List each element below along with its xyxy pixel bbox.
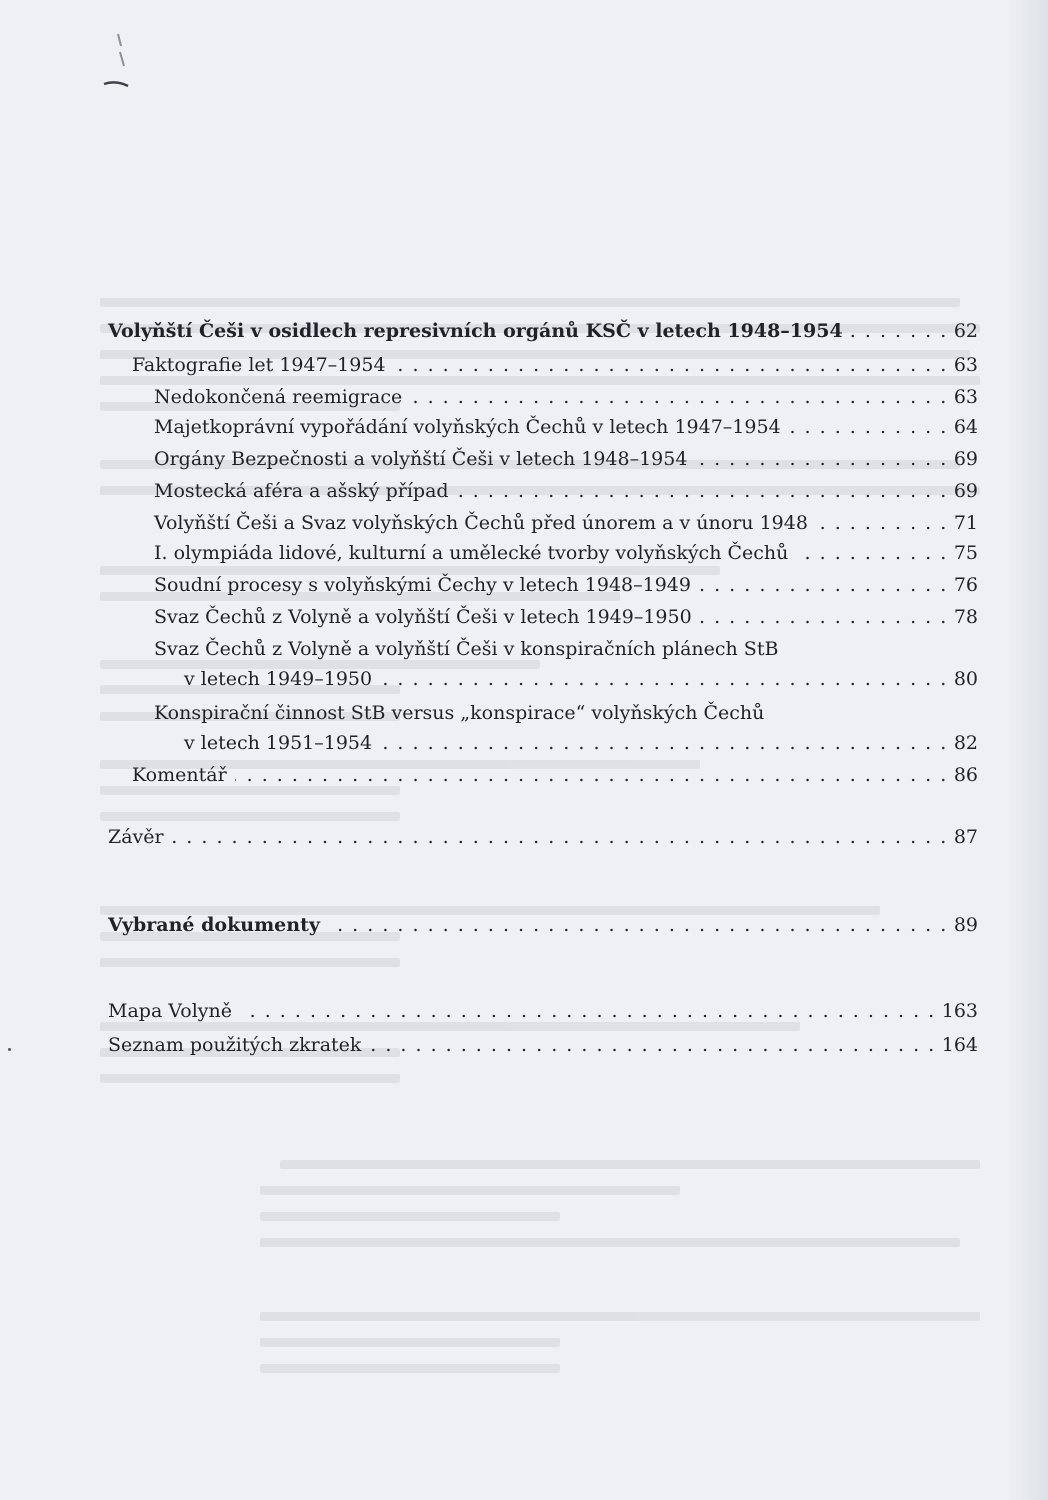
toc-entry-title: Seznam použitých zkratek [108, 1034, 362, 1056]
toc-entry-title: Nedokončená reemigrace [154, 386, 403, 408]
toc-entry[interactable] [132, 764, 978, 786]
dot-leader [695, 448, 947, 470]
toc-entry-title-continued: v letech 1949–1950 [184, 668, 373, 690]
toc-page-number: 63 [953, 386, 978, 408]
dot-leader [699, 574, 948, 596]
speck [8, 1048, 11, 1051]
dot-leader [851, 320, 948, 342]
toc-entry-first-line[interactable] [154, 638, 978, 660]
toc-page-number: 164 [941, 1034, 978, 1056]
toc-page-number: 69 [953, 480, 978, 502]
toc-page-number: 63 [953, 354, 978, 376]
dot-leader [380, 732, 948, 754]
toc-entry[interactable] [154, 512, 978, 534]
toc-entry-title: Volyňští Češi a Svaz volyňských Čechů před únorem a v únoru 1948 [154, 512, 808, 534]
dot-leader [240, 1000, 936, 1022]
toc-entry[interactable] [154, 416, 978, 438]
toc-page-number: 78 [953, 606, 978, 628]
page-edge-shadow [1008, 0, 1048, 1500]
dot-leader [369, 1034, 935, 1056]
toc-page-number: 163 [941, 1000, 978, 1022]
toc-entry-title: Faktografie let 1947–1954 [132, 354, 386, 376]
toc-page-number: 75 [953, 542, 978, 564]
dot-leader [172, 826, 948, 848]
dot-leader [796, 542, 947, 564]
toc-entry[interactable] [154, 480, 978, 502]
toc-entry[interactable] [108, 914, 978, 936]
toc-entry-title: Vybrané dokumenty [108, 914, 320, 936]
dot-leader [789, 416, 948, 438]
dot-leader [328, 914, 948, 936]
toc-entry[interactable] [108, 1034, 978, 1056]
toc-entry-title: Konspirační činnost StB versus „konspirace“ volyňských Čechů [154, 702, 765, 724]
toc-entry[interactable] [154, 574, 978, 596]
toc-page-number: 71 [953, 512, 978, 534]
toc-page-number: 86 [953, 764, 978, 786]
dot-leader [700, 606, 948, 628]
toc-entry[interactable] [132, 354, 978, 376]
dot-leader [394, 354, 948, 376]
toc-entry-title: Majetkoprávní vypořádání volyňských Čechů v letech 1947–1954 [154, 416, 781, 438]
dot-leader [410, 386, 948, 408]
toc-entry[interactable] [108, 320, 978, 342]
toc-entry-title: Soudní procesy s volyňskými Čechy v letech 1948–1949 [154, 574, 691, 596]
toc-page-number: 64 [953, 416, 978, 438]
toc-page-number: 89 [953, 914, 978, 936]
toc-entry-title: Závěr [108, 826, 164, 848]
toc-entry[interactable] [184, 668, 978, 690]
toc-entry-title: I. olympiáda lidové, kulturní a umělecké tvorby volyňských Čechů [154, 542, 789, 564]
toc-entry-title: Orgány Bezpečnosti a volyňští Češi v letech 1948–1954 [154, 448, 688, 470]
toc-entry-title: Svaz Čechů z Volyně a volyňští Češi v letech 1949–1950 [154, 606, 692, 628]
toc-page-number: 69 [953, 448, 978, 470]
toc-page-number: 62 [953, 320, 978, 342]
pencil-mark [94, 26, 140, 96]
toc-entry[interactable] [154, 606, 978, 628]
toc-entry-first-line[interactable] [154, 702, 978, 724]
toc-entry-title: Mostecká aféra a ašský případ [154, 480, 449, 502]
toc-entry-title: Svaz Čechů z Volyně a volyňští Češi v konspiračních plánech StB [154, 638, 779, 660]
toc-entry-title: Komentář [132, 764, 227, 786]
toc-page-number: 76 [953, 574, 978, 596]
toc-entry[interactable] [108, 1000, 978, 1022]
dot-leader [816, 512, 948, 534]
toc-page-number: 82 [953, 732, 978, 754]
toc-entry-title: Volyňští Češi v osidlech represivních orgánů KSČ v letech 1948–1954 [108, 320, 843, 342]
toc-entry[interactable] [154, 542, 978, 564]
toc-page-number: 87 [953, 826, 978, 848]
toc-entry-title: Mapa Volyně [108, 1000, 233, 1022]
toc-entry-title-continued: v letech 1951–1954 [184, 732, 373, 754]
toc-page-number: 80 [953, 668, 978, 690]
toc-entry[interactable] [184, 732, 978, 754]
toc-entry[interactable] [154, 448, 978, 470]
dot-leader [235, 764, 948, 786]
dot-leader [457, 480, 948, 502]
toc-entry[interactable] [108, 826, 978, 848]
dot-leader [380, 668, 948, 690]
toc-entry[interactable] [154, 386, 978, 408]
